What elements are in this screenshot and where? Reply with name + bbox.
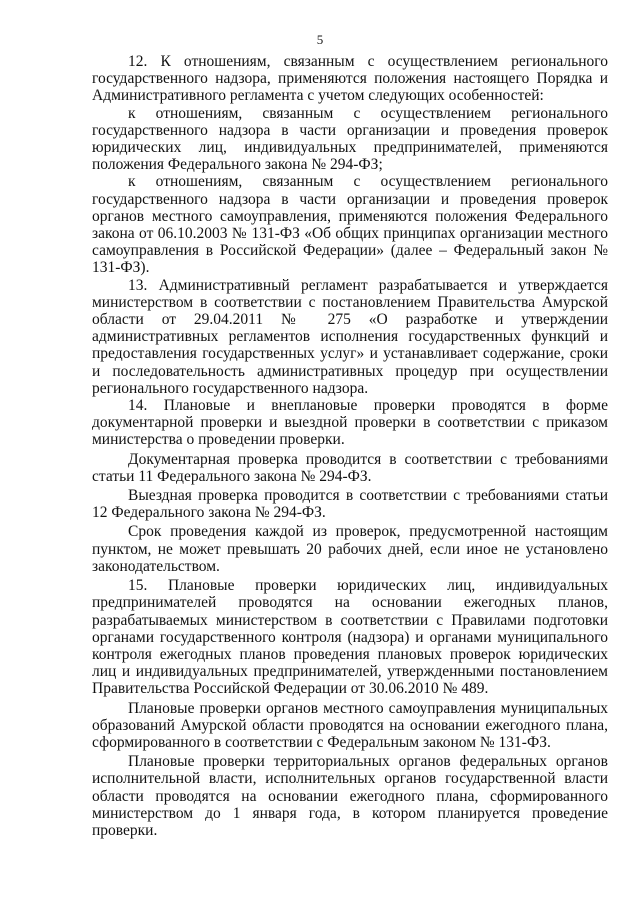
paragraph-15: 15. Плановые проверки юридических лиц, индивидуальных предпринимателей проводятся на основании ежегодных планов, разрабатываемых министерством в соответствии с Правилами подготовки органами государственного контроля (надзора) и органами муниципального контроля ежегодных планов проведения плановых проверок юридических лиц и индивидуальных предпринимателей, утвержденными постановлением Правительства Российской Федерации от 30.06.2010 № 489. [92, 577, 608, 698]
paragraph-15-local-government-checks: Плановые проверки органов местного самоуправления муниципальных образований Амурской области проводятся на основании ежегодного плана, сформированного в соответствии с Федеральным законом № 131-ФЗ. [92, 699, 608, 751]
paragraph-14: 14. Плановые и внеплановые проверки проводятся в форме документарной проверки и выездной проверки в соответствии с приказом министерства о проведении проверки. [92, 397, 608, 449]
paragraph-12-subitem-2: к отношениям, связанным с осуществлением регионального государственного надзора в части организации и проведения проверок органов местного самоуправления, применяются положения Федерального закона от 06.10.2003 № 131-ФЗ «Об общих принципах организации местного самоуправления в Российской Федерации» (далее – Федеральный закон № 131-ФЗ). [92, 173, 608, 277]
paragraph-12-subitem-1: к отношениям, связанным с осуществлением регионального государственного надзора в части организации и проведения проверок юридических лиц, индивидуальных предпринимателей, применяются положения Федерального закона № 294-ФЗ; [92, 104, 608, 174]
page-number: 5 [316, 32, 324, 47]
document-body [92, 53, 608, 839]
paragraph-14-field-check: Выездная проверка проводится в соответствии с требованиями статьи 12 Федерального закона № 294-ФЗ. [92, 487, 608, 522]
paragraph-14-documentary-check: Документарная проверка проводится в соответствии с требованиями статьи 11 Федерального закона № 294-ФЗ. [92, 450, 608, 485]
paragraph-14-check-duration: Срок проведения каждой из проверок, предусмотренной настоящим пунктом, не может превышать 20 рабочих дней, если иное не установлено законодательством. [92, 523, 608, 575]
paragraph-15-territorial-bodies-checks: Плановые проверки территориальных органов федеральных органов исполнительной власти, исполнительных органов государственной власти области проводятся на основании ежегодного плана, сформированного министерством до 1 января года, в котором планируется проведение проверки. [92, 753, 608, 839]
paragraph-13: 13. Административный регламент разрабатывается и утверждается министерством в соответствии с постановлением Правительства Амурской области от 29.04.2011 № 275 «О разработке и утверждении административных регламентов исполнения государственных функций и предоставления государственных услуг» и устанавливает содержание, сроки и последовательность административных процедур при осуществлении регионального государственного надзора. [92, 276, 608, 397]
paragraph-12: 12. К отношениям, связанным с осуществлением регионального государственного надзора, применяются положения настоящего Порядка и Административного регламента с учетом следующих особенностей: [92, 53, 608, 105]
